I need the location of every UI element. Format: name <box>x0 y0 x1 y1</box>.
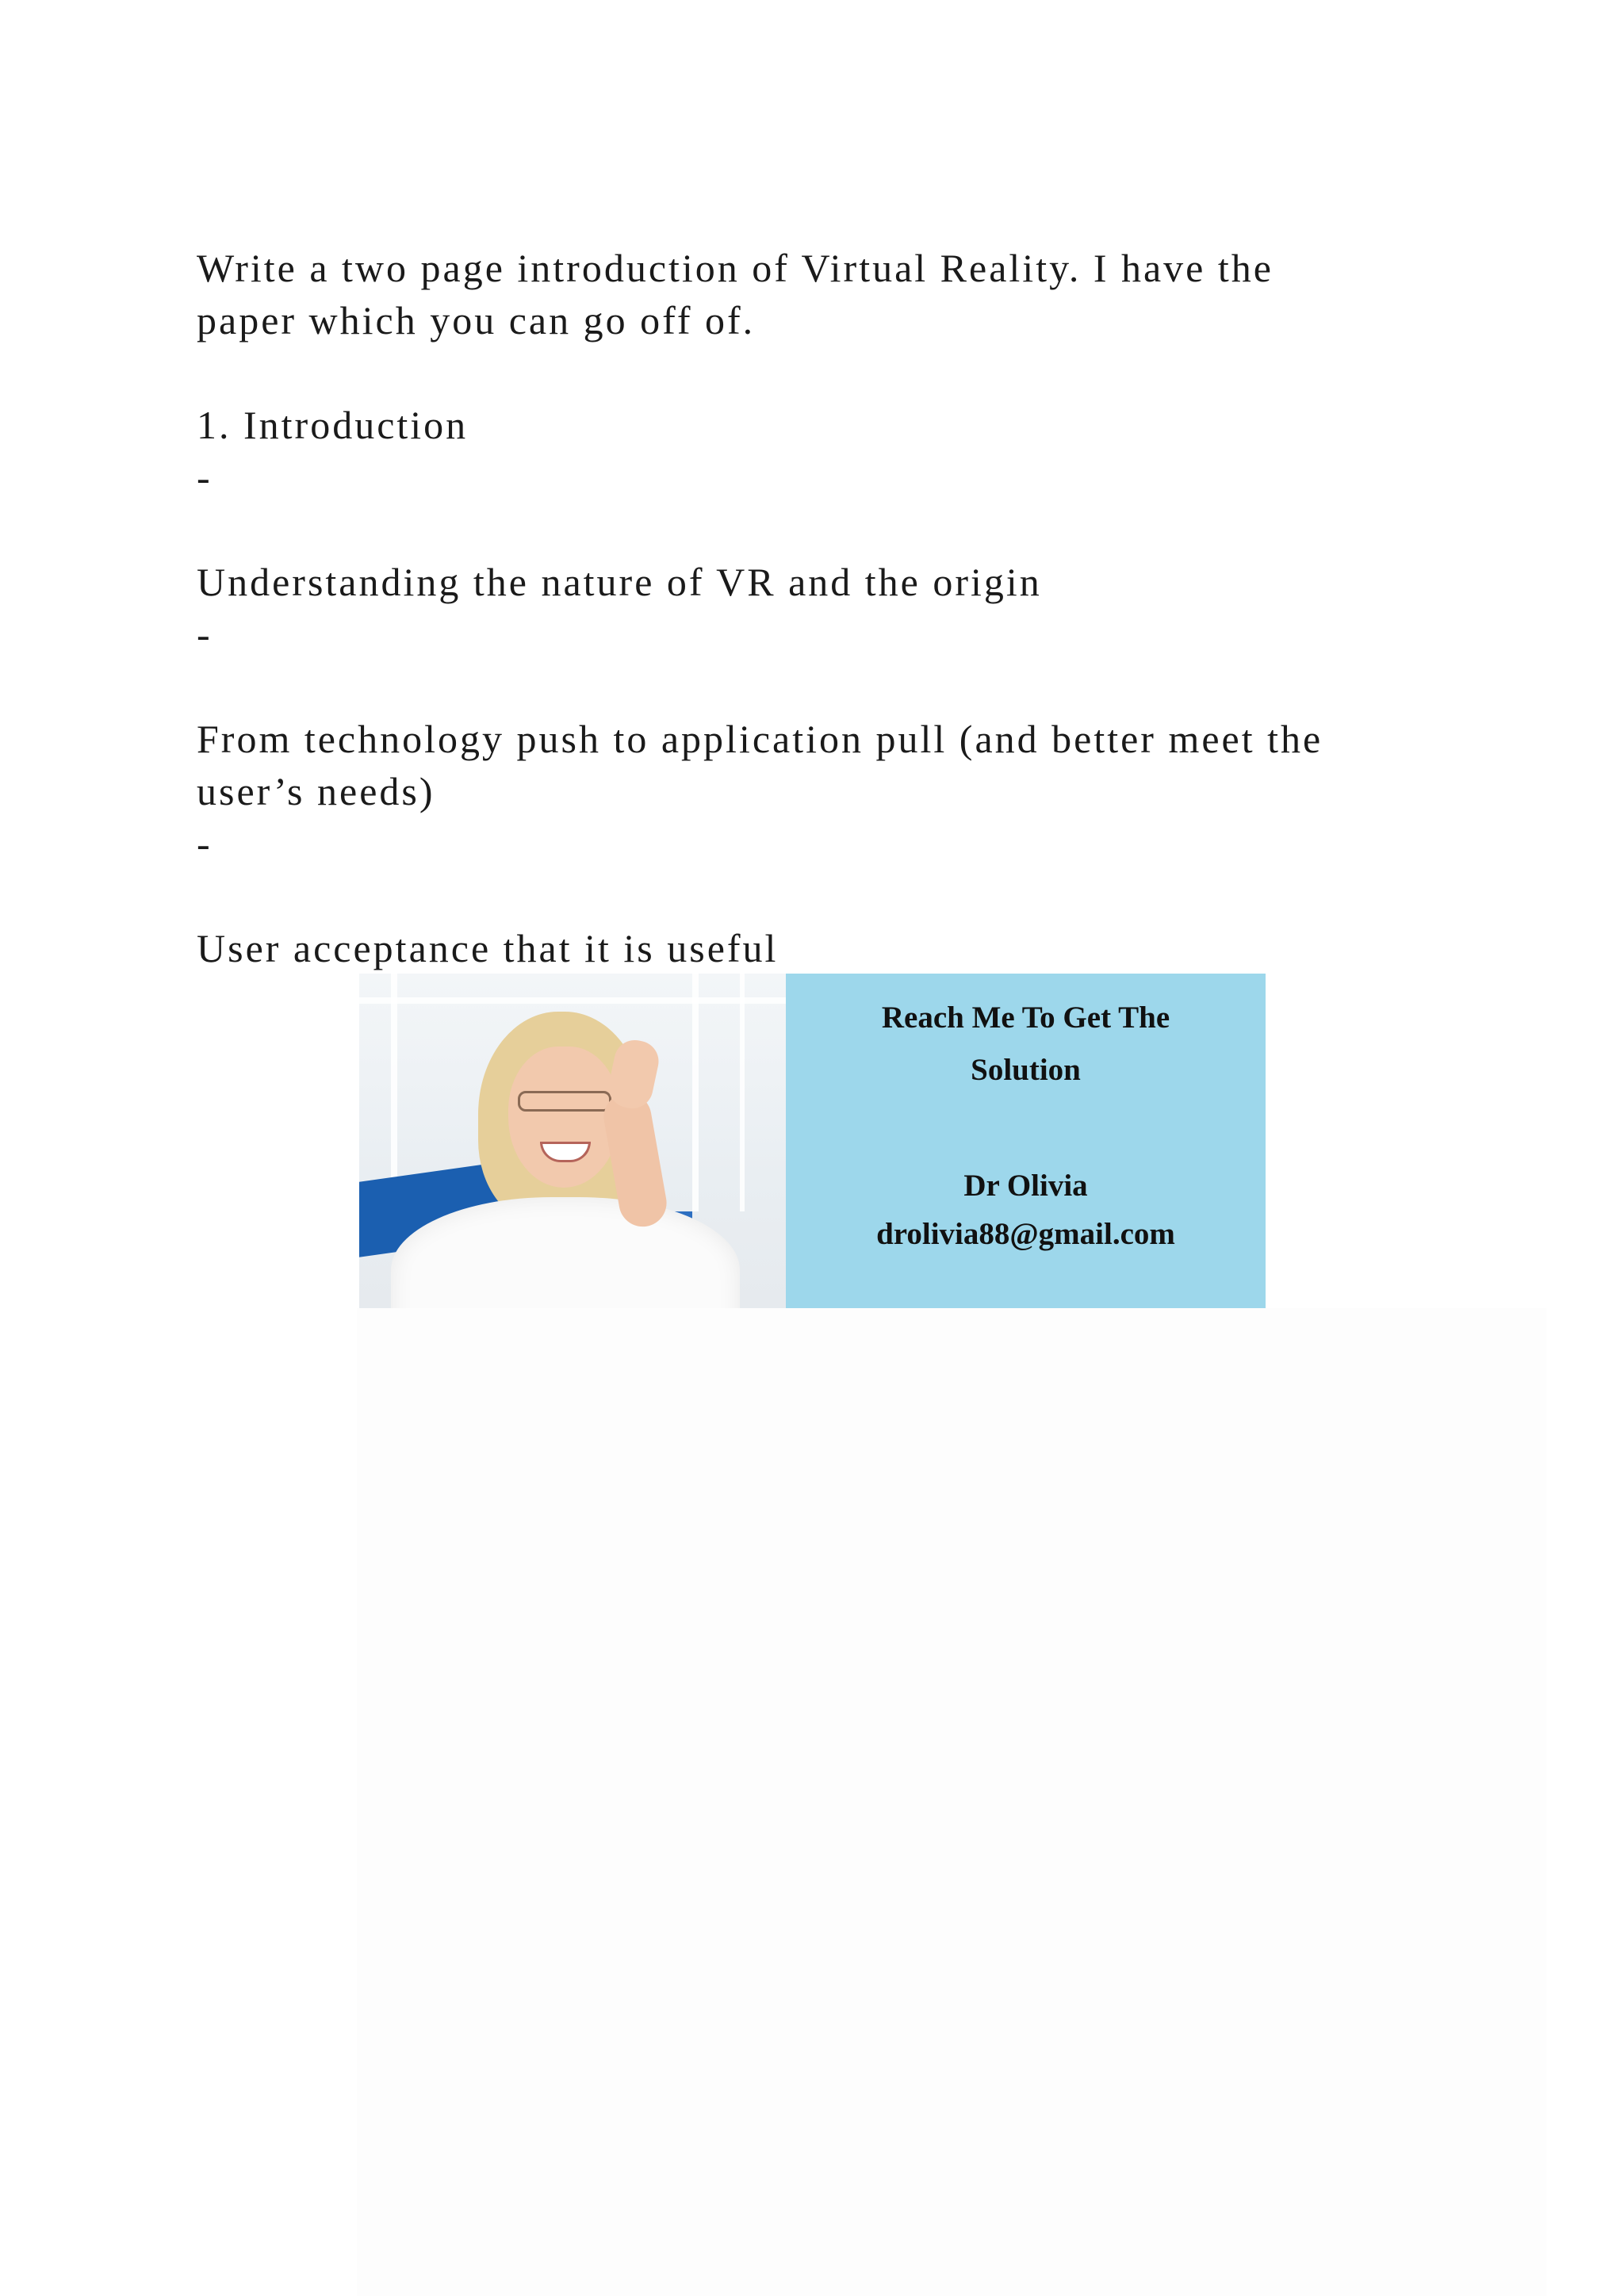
face-shape <box>508 1047 619 1188</box>
contact-email: drolivia88@gmail.com <box>876 1217 1175 1251</box>
window-frame-line <box>359 997 786 1004</box>
prompt-line-1: Write a two page introduction of Virtual Reality. I have the <box>197 246 1274 290</box>
blank-line <box>197 503 1434 556</box>
section-heading-introduction: 1. Introduction <box>197 403 469 447</box>
page-background <box>357 1308 1546 2296</box>
outline-item-nature-of-vr: Understanding the nature of VR and the origin <box>197 560 1042 604</box>
contact-banner <box>359 974 1266 1308</box>
contact-card <box>786 974 1266 1308</box>
outline-item-user-acceptance: User acceptance that it is useful <box>197 926 779 970</box>
window-frame-line <box>391 974 397 1180</box>
blank-line <box>197 346 1434 399</box>
bullet-dash: - <box>197 455 213 499</box>
outline-item-technology-push-line-1: From technology push to application pull (and better meet the <box>197 717 1323 761</box>
prompt-line-2: paper which you can go off of. <box>197 298 756 342</box>
card-heading-line-2: Solution <box>971 1053 1081 1087</box>
outline-item-technology-push-line-2: user’s needs) <box>197 769 435 813</box>
card-heading-line-1: Reach Me To Get The <box>881 1001 1170 1035</box>
bullet-dash: - <box>197 821 213 866</box>
blank-line <box>197 870 1434 922</box>
document-body <box>197 242 1434 974</box>
bullet-dash: - <box>197 612 213 656</box>
window-frame-line <box>692 974 699 1211</box>
blank-line <box>197 660 1434 713</box>
woman-photo <box>359 974 786 1308</box>
glasses-icon <box>518 1091 611 1112</box>
window-frame-line <box>740 974 745 1211</box>
contact-name: Dr Olivia <box>963 1169 1088 1203</box>
